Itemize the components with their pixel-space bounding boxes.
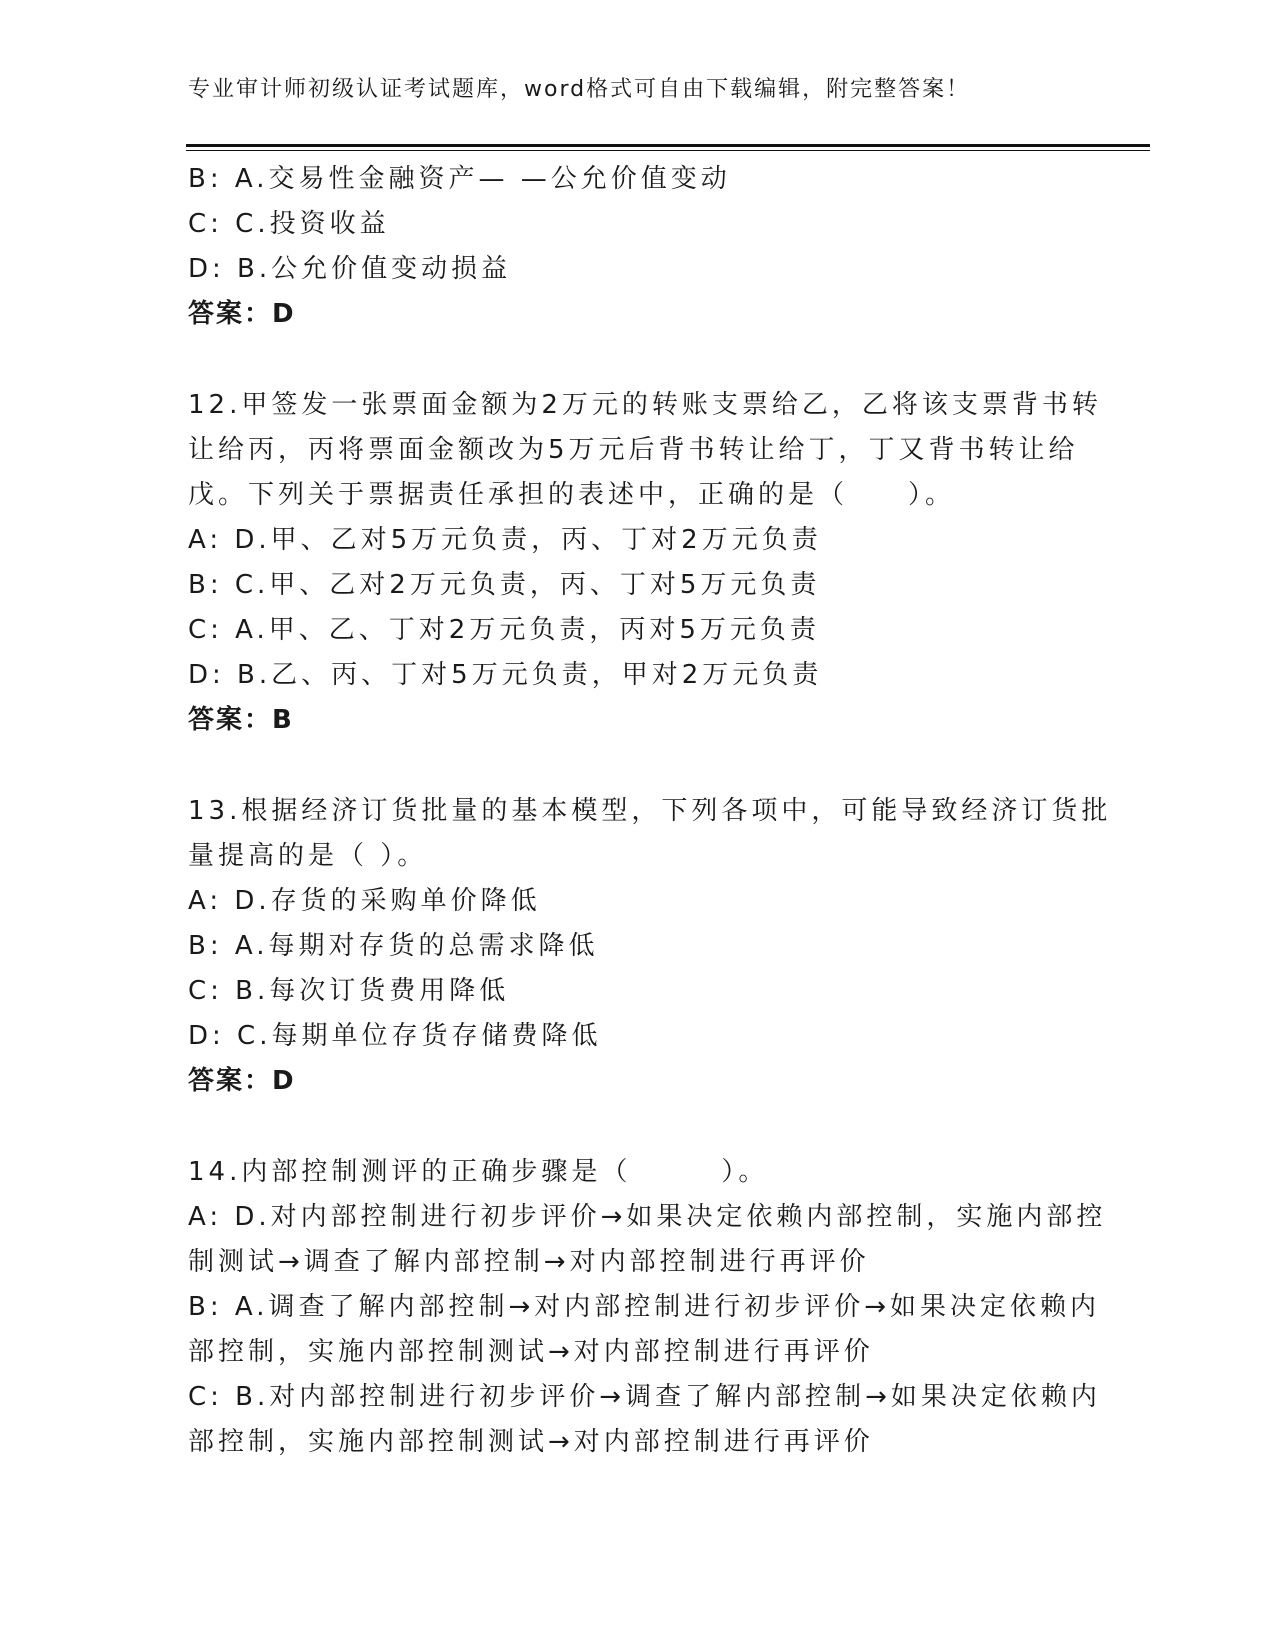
- question-13: [188, 789, 1112, 1104]
- spacer: [188, 1104, 1088, 1150]
- q13-stem-line: 量提高的是（ ）。: [188, 841, 428, 871]
- page-header: 专业审计师初级认证考试题库，word格式可自由下载编辑，附完整答案！: [188, 77, 971, 102]
- q12-stem-line: 让给丙，丙将票面金额改为5万元后背书转让给丁，丁又背书转让给: [188, 435, 1079, 465]
- q14-option-c-cont: 部控制，实施内部控制测试→对内部控制进行再评价: [188, 1427, 874, 1457]
- q12-option-d: D: B.乙、丙、丁对5万元负责，甲对2万元负责: [188, 660, 823, 690]
- q13-option-a: A: D.存货的采购单价降低: [188, 886, 541, 916]
- q11-option-c: C: C.投资收益: [188, 209, 390, 239]
- spacer: [188, 743, 1088, 789]
- spacer: [188, 337, 1088, 383]
- q13-option-c: C: B.每次订货费用降低: [188, 976, 510, 1006]
- question-12: [188, 383, 1102, 743]
- q14-option-c: C: B.对内部控制进行初步评价→调查了解内部控制→如果决定依赖内: [188, 1382, 1101, 1412]
- q12-option-c: C: A.甲、乙、丁对2万元负责，丙对5万元负责: [188, 615, 820, 645]
- q13-stem-line: 13.根据经济订货批量的基本模型，下列各项中，可能导致经济订货批: [188, 796, 1112, 826]
- q14-option-b: B: A.调查了解内部控制→对内部控制进行初步评价→如果决定依赖内: [188, 1292, 1101, 1322]
- q14-option-a: A: D.对内部控制进行初步评价→如果决定依赖内部控制，实施内部控: [188, 1202, 1107, 1232]
- q11-option-d: D: B.公允价值变动损益: [188, 254, 512, 284]
- q11-answer: 答案：D: [188, 299, 296, 329]
- q13-answer: 答案：D: [188, 1066, 296, 1096]
- q12-answer: 答案：B: [188, 705, 294, 735]
- q13-option-d: D: C.每期单位存货存储费降低: [188, 1021, 602, 1051]
- q12-option-b: B: C.甲、乙对2万元负责，丙、丁对5万元负责: [188, 570, 821, 600]
- q11-option-b: B: A.交易性金融资产— —公允价值变动: [188, 164, 731, 194]
- q14-stem-line: 14.内部控制测评的正确步骤是（ ）。: [188, 1157, 769, 1187]
- question-11-tail: [188, 157, 1088, 337]
- q14-option-b-cont: 部控制，实施内部控制测试→对内部控制进行再评价: [188, 1337, 874, 1367]
- question-14: [188, 1150, 1107, 1465]
- q14-option-a-cont: 制测试→调查了解内部控制→对内部控制进行再评价: [188, 1247, 870, 1277]
- document-content: [188, 157, 1112, 1465]
- header-rule-thick: [186, 144, 1150, 147]
- q13-option-b: B: A.每期对存货的总需求降低: [188, 931, 599, 961]
- q12-stem-line: 戊。下列关于票据责任承担的表述中，正确的是（ ）。: [188, 480, 956, 510]
- q12-stem-line: 12.甲签发一张票面金额为2万元的转账支票给乙，乙将该支票背书转: [188, 390, 1102, 420]
- q12-option-a: A: D.甲、乙对5万元负责，丙、丁对2万元负责: [188, 525, 822, 555]
- header-rule-thin: [186, 150, 1150, 151]
